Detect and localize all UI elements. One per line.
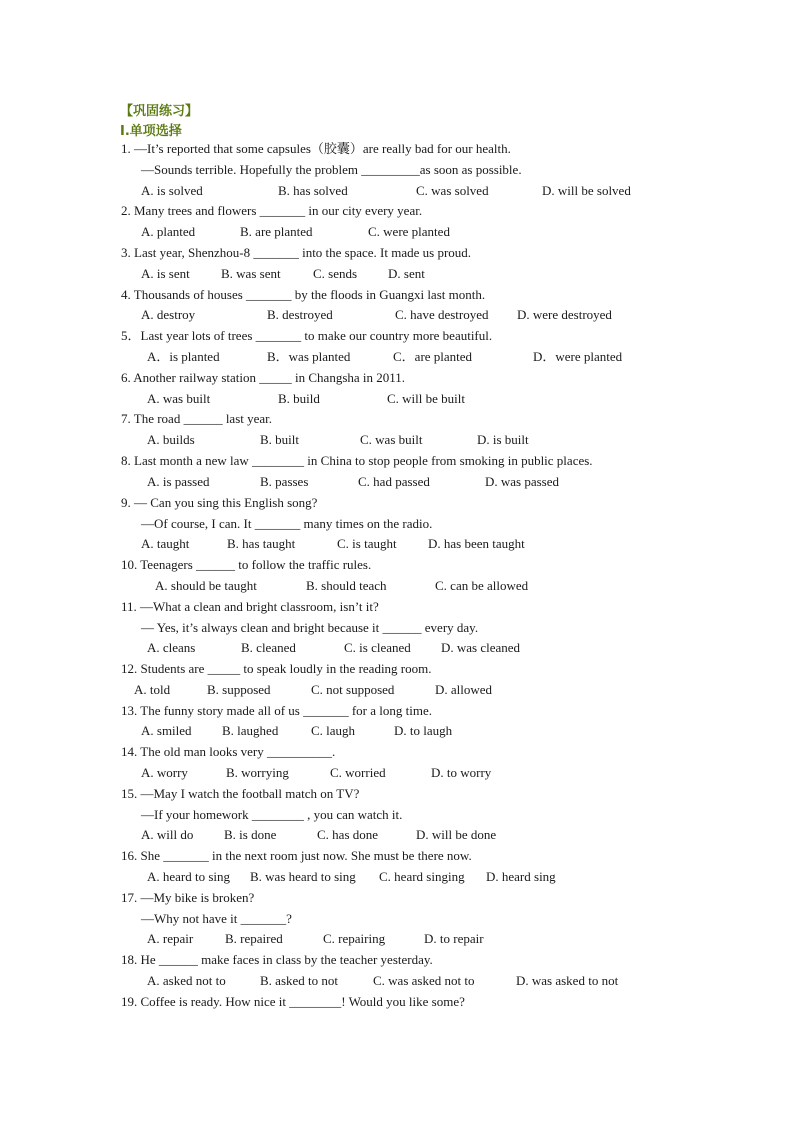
question-stem: 6. Another railway station _____ in Changsha in 2011.	[121, 370, 406, 385]
answer-option: C. repairing	[323, 931, 386, 946]
answer-option: A. told	[134, 682, 171, 697]
answer-option: B. cleaned	[241, 640, 296, 655]
answer-option: C. sends	[313, 266, 358, 281]
answer-option: A. was built	[147, 391, 211, 406]
answer-option: A. is solved	[141, 183, 203, 198]
answer-option: B. is done	[224, 827, 277, 842]
answer-option: A．is planted	[147, 349, 220, 364]
answer-option: C. worried	[330, 765, 386, 780]
question-stem: 8. Last month a new law ________ in China to stop people from smoking in public places.	[121, 453, 593, 468]
answer-option: A. destroy	[141, 307, 196, 322]
answer-option: B. has taught	[227, 536, 296, 551]
answer-option: A. builds	[147, 432, 195, 447]
answer-option: A. should be taught	[155, 578, 257, 593]
question-stem: 14. The old man looks very __________.	[121, 744, 336, 759]
answer-option: A. worry	[141, 765, 188, 780]
answer-option: D. is built	[477, 432, 529, 447]
question-stem: 13. The funny story made all of us _______ for a long time.	[121, 703, 432, 718]
answer-option: A. cleans	[147, 640, 196, 655]
answer-option: B. should teach	[306, 578, 387, 593]
answer-option: D. to laugh	[394, 723, 453, 738]
answer-option: D. was cleaned	[441, 640, 521, 655]
answer-option: B. supposed	[207, 682, 271, 697]
answer-option: B. asked to not	[260, 973, 338, 988]
answer-option: A. planted	[141, 224, 196, 239]
answer-option: C. will be built	[387, 391, 465, 406]
question-stem: 7. The road ______ last year.	[121, 411, 273, 426]
answer-option: D. was asked to not	[516, 973, 619, 988]
answer-option: B. was sent	[221, 266, 281, 281]
answer-option: B．was planted	[267, 349, 351, 364]
question-stem: 2. Many trees and flowers _______ in our city every year.	[121, 203, 423, 218]
answer-option: C．are planted	[393, 349, 473, 364]
answer-option: A. repair	[147, 931, 194, 946]
answer-option: C. is cleaned	[344, 640, 411, 655]
answer-option: D. to worry	[431, 765, 492, 780]
question-stem: 11. —What a clean and bright classroom, isn’t it?	[121, 599, 379, 614]
answer-option: C. not supposed	[311, 682, 395, 697]
answer-option: A. smiled	[141, 723, 192, 738]
answer-option: C. was solved	[416, 183, 489, 198]
answer-option: B. has solved	[278, 183, 348, 198]
answer-option: D. has been taught	[428, 536, 525, 551]
answer-option: B. build	[278, 391, 320, 406]
question-stem: 15. —May I watch the football match on TV?	[121, 786, 360, 801]
answer-option: B. passes	[260, 474, 309, 489]
question-stem: 3. Last year, Shenzhou-8 _______ into the space. It made us proud.	[121, 245, 472, 260]
section-title: 【巩固练习】	[120, 104, 199, 119]
answer-option: D. allowed	[435, 682, 493, 697]
question-stem: 1. —It’s reported that some capsules（胶囊）are really bad for our health.	[121, 141, 511, 156]
question-dialogue-line: —If your homework ________ , you can watch it.	[141, 807, 403, 822]
answer-option: C. is taught	[337, 536, 397, 551]
answer-option: D. heard sing	[486, 869, 556, 884]
answer-option: B. are planted	[240, 224, 313, 239]
question-stem: 12. Students are _____ to speak loudly in the reading room.	[121, 661, 432, 676]
answer-option: C. heard singing	[379, 869, 465, 884]
answer-option: D. was passed	[485, 474, 560, 489]
answer-option: C. was asked not to	[373, 973, 475, 988]
question-stem: 16. She _______ in the next room just now. She must be there now.	[121, 848, 472, 863]
question-stem: 19. Coffee is ready. How nice it ________! Would you like some?	[121, 994, 465, 1009]
answer-option: C. were planted	[368, 224, 450, 239]
question-dialogue-line: — Yes, it’s always clean and bright because it ______ every day.	[141, 620, 479, 635]
answer-option: D. were destroyed	[517, 307, 612, 322]
answer-option: B. built	[260, 432, 300, 447]
question-stem: 10. Teenagers ______ to follow the traffic rules.	[121, 557, 372, 572]
answer-option: B. destroyed	[267, 307, 333, 322]
answer-option: A. heard to sing	[147, 869, 231, 884]
question-dialogue-line: —Why not have it _______?	[141, 911, 292, 926]
answer-option: A. is sent	[141, 266, 190, 281]
answer-option: D. sent	[388, 266, 425, 281]
answer-option: B. was heard to sing	[250, 869, 356, 884]
answer-option: B. worrying	[226, 765, 289, 780]
answer-option: C. was built	[360, 432, 423, 447]
subsection-title: I.单项选择	[120, 124, 182, 139]
question-stem: 18. He ______ make faces in class by the teacher yesterday.	[121, 952, 433, 967]
answer-option: D. will be solved	[542, 183, 631, 198]
answer-option: A. asked not to	[147, 973, 226, 988]
answer-option: A. is passed	[147, 474, 210, 489]
answer-option: A. will do	[141, 827, 194, 842]
question-dialogue-line: —Sounds terrible. Hopefully the problem _________as soon as possible.	[141, 162, 522, 177]
answer-option: D. to repair	[424, 931, 484, 946]
answer-option: B. laughed	[222, 723, 279, 738]
answer-option: C. can be allowed	[435, 578, 529, 593]
answer-option: C. has done	[317, 827, 379, 842]
answer-option: A. taught	[141, 536, 190, 551]
question-stem: 17. —My bike is broken?	[121, 890, 255, 905]
question-dialogue-line: —Of course, I can. It _______ many times on the radio.	[141, 516, 433, 531]
answer-option: B. repaired	[225, 931, 283, 946]
question-stem: 4. Thousands of houses _______ by the floods in Guangxi last month.	[121, 287, 486, 302]
answer-option: C. have destroyed	[395, 307, 489, 322]
answer-option: C. laugh	[311, 723, 356, 738]
answer-option: D. will be done	[416, 827, 497, 842]
answer-option: D．were planted	[533, 349, 623, 364]
answer-option: C. had passed	[358, 474, 430, 489]
question-stem: 5．Last year lots of trees _______ to make our country more beautiful.	[121, 328, 493, 343]
question-stem: 9. — Can you sing this English song?	[121, 495, 318, 510]
